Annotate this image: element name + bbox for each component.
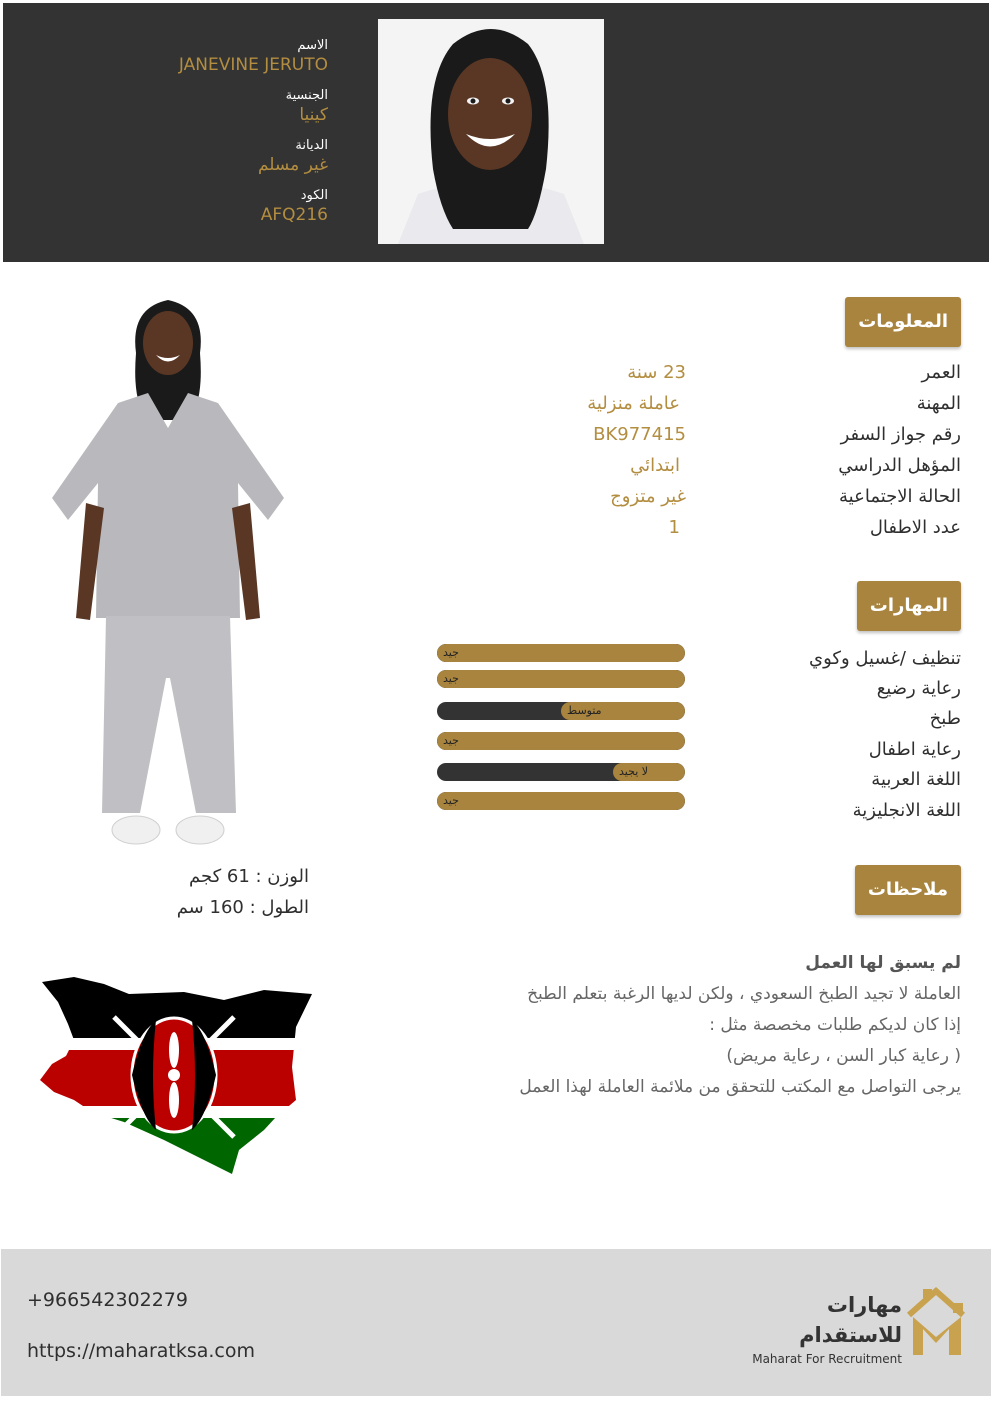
house-logo-icon	[905, 1285, 967, 1359]
kenya-map-icon	[34, 972, 314, 1177]
notes-line: ( رعاية كبار السن ، رعاية مريض)	[726, 1046, 961, 1066]
notes-line: العاملة لا تجيد الطبخ السعودي ، ولكن لديها الرغبة بتعلم الطبخ	[527, 984, 961, 1004]
skill-bar-fill	[437, 792, 685, 810]
notes-body	[401, 948, 961, 1103]
notes-line: يرجى التواصل مع المكتب للتحقق من ملائمة العاملة لهذا العمل	[519, 1077, 961, 1097]
profession-value: عاملة منزلية	[587, 393, 680, 414]
skill-label-child-care: رعاية اطفال	[868, 739, 961, 760]
passport-value: BK977415	[593, 424, 686, 445]
skill-label-cleaning: تنظيف /غسيل وكوي	[809, 648, 961, 669]
skill-label-cooking: طبخ	[929, 708, 961, 729]
weight-text: الوزن : 61 كجم	[189, 866, 309, 887]
religion-value: غير مسلم	[257, 155, 328, 175]
profession-label: المهنة	[916, 393, 961, 414]
notes-line: إذا كان لديكم طلبات مخصصة مثل :	[709, 1015, 961, 1035]
info-section-title: المعلومات	[845, 297, 961, 347]
skill-level-text: جيد	[443, 646, 459, 659]
logo-arabic: مهارات للاستقدام	[799, 1293, 902, 1347]
skills-section-title: المهارات	[857, 581, 961, 631]
name-value: JANEVINE JERUTO	[178, 55, 328, 75]
skill-bar	[437, 732, 685, 750]
portrait-photo	[378, 19, 604, 244]
code-value: AFQ216	[260, 205, 328, 225]
children-label: عدد الاطفال	[869, 517, 961, 538]
children-value: 1	[668, 517, 680, 538]
age-label: العمر	[921, 362, 961, 383]
skill-bar-fill	[437, 644, 685, 662]
skill-bar	[437, 763, 685, 781]
code-label: الكود	[300, 188, 328, 203]
company-logo-text	[742, 1290, 902, 1366]
skill-label-english: اللغة الانجليزية	[852, 800, 961, 821]
kenya-flag-map	[34, 972, 314, 1177]
education-value: ابتدائي	[630, 455, 680, 476]
passport-label: رقم جواز السفر	[840, 424, 961, 445]
skill-level-text: متوسط	[567, 704, 602, 717]
skill-bar	[437, 670, 685, 688]
skill-bar	[437, 702, 685, 720]
nationality-label: الجنسية	[285, 88, 328, 103]
skill-bar-fill	[437, 732, 685, 750]
marital-status-value: غير متزوج	[610, 486, 686, 507]
nationality-value: كينيا	[299, 105, 328, 125]
full-body-image	[48, 298, 288, 850]
skill-bar	[437, 644, 685, 662]
height-text: الطول : 160 سم	[176, 897, 309, 918]
skill-label-infant-care: رعاية رضيع	[876, 678, 961, 699]
education-label: المؤهل الدراسي	[838, 455, 961, 476]
skill-label-arabic: اللغة العربية	[871, 769, 961, 790]
skill-level-text: لا يجيد	[619, 765, 649, 778]
full-body-photo	[48, 298, 288, 850]
phone-number[interactable]: +966542302279	[27, 1289, 188, 1311]
skill-level-text: جيد	[443, 672, 459, 685]
notes-headline: لم يسبق لها العمل	[805, 953, 961, 973]
skill-bar	[437, 792, 685, 810]
website-link[interactable]: https://maharatksa.com	[27, 1340, 256, 1362]
skill-bar-fill	[437, 670, 685, 688]
marital-status-label: الحالة الاجتماعية	[839, 486, 961, 507]
notes-section-title: ملاحظات	[855, 865, 961, 915]
portrait-image	[378, 19, 604, 244]
header-details	[28, 38, 328, 238]
age-value: 23 سنة	[627, 362, 686, 383]
skill-level-text: جيد	[443, 734, 459, 747]
logo-english: Maharat For Recruitment	[752, 1352, 902, 1366]
name-label: الاسم	[297, 38, 328, 53]
religion-label: الديانة	[295, 138, 328, 153]
skill-level-text: جيد	[443, 794, 459, 807]
maharat-logo	[905, 1285, 967, 1359]
